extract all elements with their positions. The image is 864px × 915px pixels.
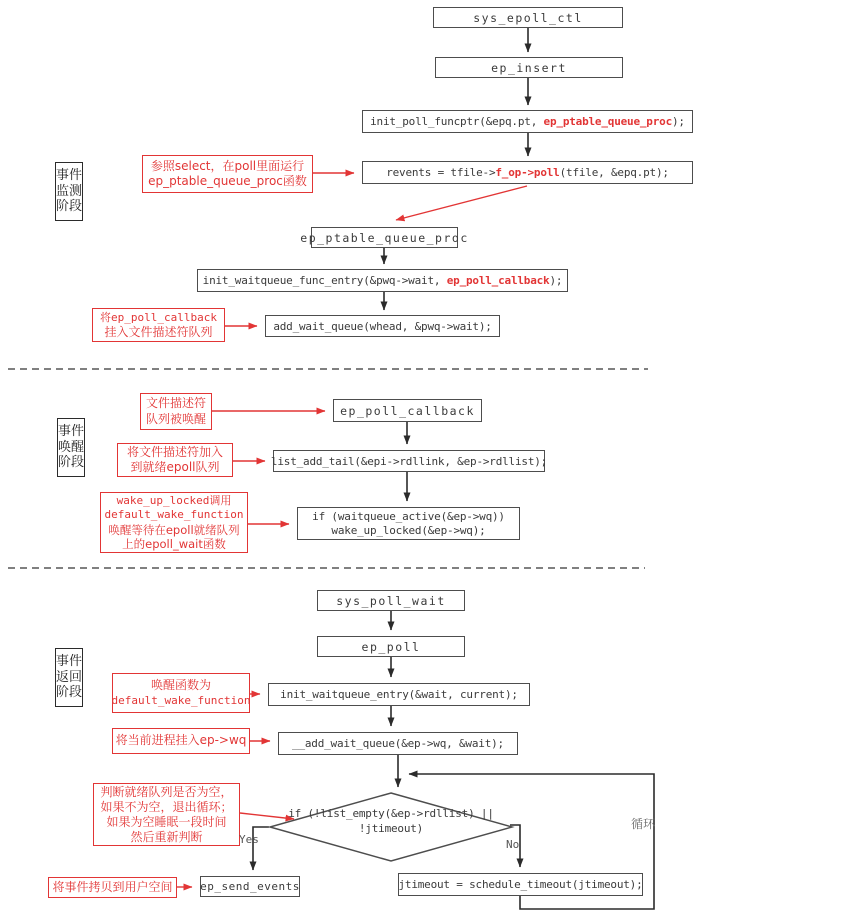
node-jtimeout-schedule: jtimeout = schedule_timeout(jtimeout); — [398, 873, 643, 896]
annotation-wake-func: 唤醒函数为 default_wake_function — [112, 673, 250, 713]
node-ep-insert: ep_insert — [435, 57, 623, 78]
annotation-select-note: 参照select，在poll里面运行 ep_ptable_queue_proc函数 — [142, 155, 313, 193]
annotation-add-ready: 将文件描述符加入 到就绪epoll队列 — [117, 443, 233, 477]
node-list-add-tail: list_add_tail(&epi->rdllink, &ep->rdllist); — [273, 450, 545, 472]
annotation-hang-callback: 将ep_poll_callback 挂入文件描述符队列 — [92, 308, 225, 342]
node-if-waitqueue-active: if (waitqueue_active(&ep->wq)) wake_up_locked(&ep->wq); — [297, 507, 520, 540]
node-add-wait-queue2: __add_wait_queue(&ep->wq, &wait); — [278, 732, 518, 755]
annotation-copy-user: 将事件拷贝到用户空间 — [48, 877, 177, 898]
node-init-poll-funcptr: init_poll_funcptr(&epq.pt, ep_ptable_queue_proc ); — [362, 110, 693, 133]
node-init-waitqueue-func-entry: init_waitqueue_func_entry(&pwq->wait, ep_poll_callback ); — [197, 269, 568, 292]
node-add-wait-queue: add_wait_queue(whead, &pwq->wait); — [265, 315, 500, 337]
node-ep-send-events: ep_send_events — [200, 876, 300, 897]
annotation-wake-note: wake_up_locked调用 default_wake_function 唤醒等待在epoll就绪队列 上的epoll_wait函数 — [100, 492, 248, 553]
phase-label-wakeup: 事件唤醒阶段 — [57, 418, 85, 477]
node-init-waitqueue-entry: init_waitqueue_entry(&wait, current); — [268, 683, 530, 706]
phase-label-monitor: 事件监测阶段 — [55, 162, 83, 221]
node-revents-poll: revents = tfile-> f_op->poll (tfile, &epq.pt); — [362, 161, 693, 184]
label-loop: 循环 — [631, 817, 656, 831]
node-sys-poll-wait: sys_poll_wait — [317, 590, 465, 611]
node-sys-epoll-ctl: sys_epoll_ctl — [433, 7, 623, 28]
node-ep-ptable-queue-proc: ep_ptable_queue_proc — [311, 227, 458, 248]
annotation-judge-note: 判断就绪队列是否为空， 如果不为空，退出循环； 如果为空睡眠一段时间 然后重新判断 — [93, 783, 240, 846]
label-no: No — [506, 838, 520, 851]
decision-text: if (!list_empty(&ep->rdllist) || !jtimeout) — [288, 807, 494, 835]
node-ep-poll-callback: ep_poll_callback — [333, 399, 482, 422]
annotation-hang-proc: 将当前进程挂入ep->wq — [112, 728, 250, 754]
phase-label-return: 事件返回阶段 — [55, 648, 83, 707]
label-yes: Yes — [239, 833, 259, 846]
annotation-fd-woken: 文件描述符 队列被唤醒 — [140, 393, 212, 430]
node-ep-poll: ep_poll — [317, 636, 465, 657]
